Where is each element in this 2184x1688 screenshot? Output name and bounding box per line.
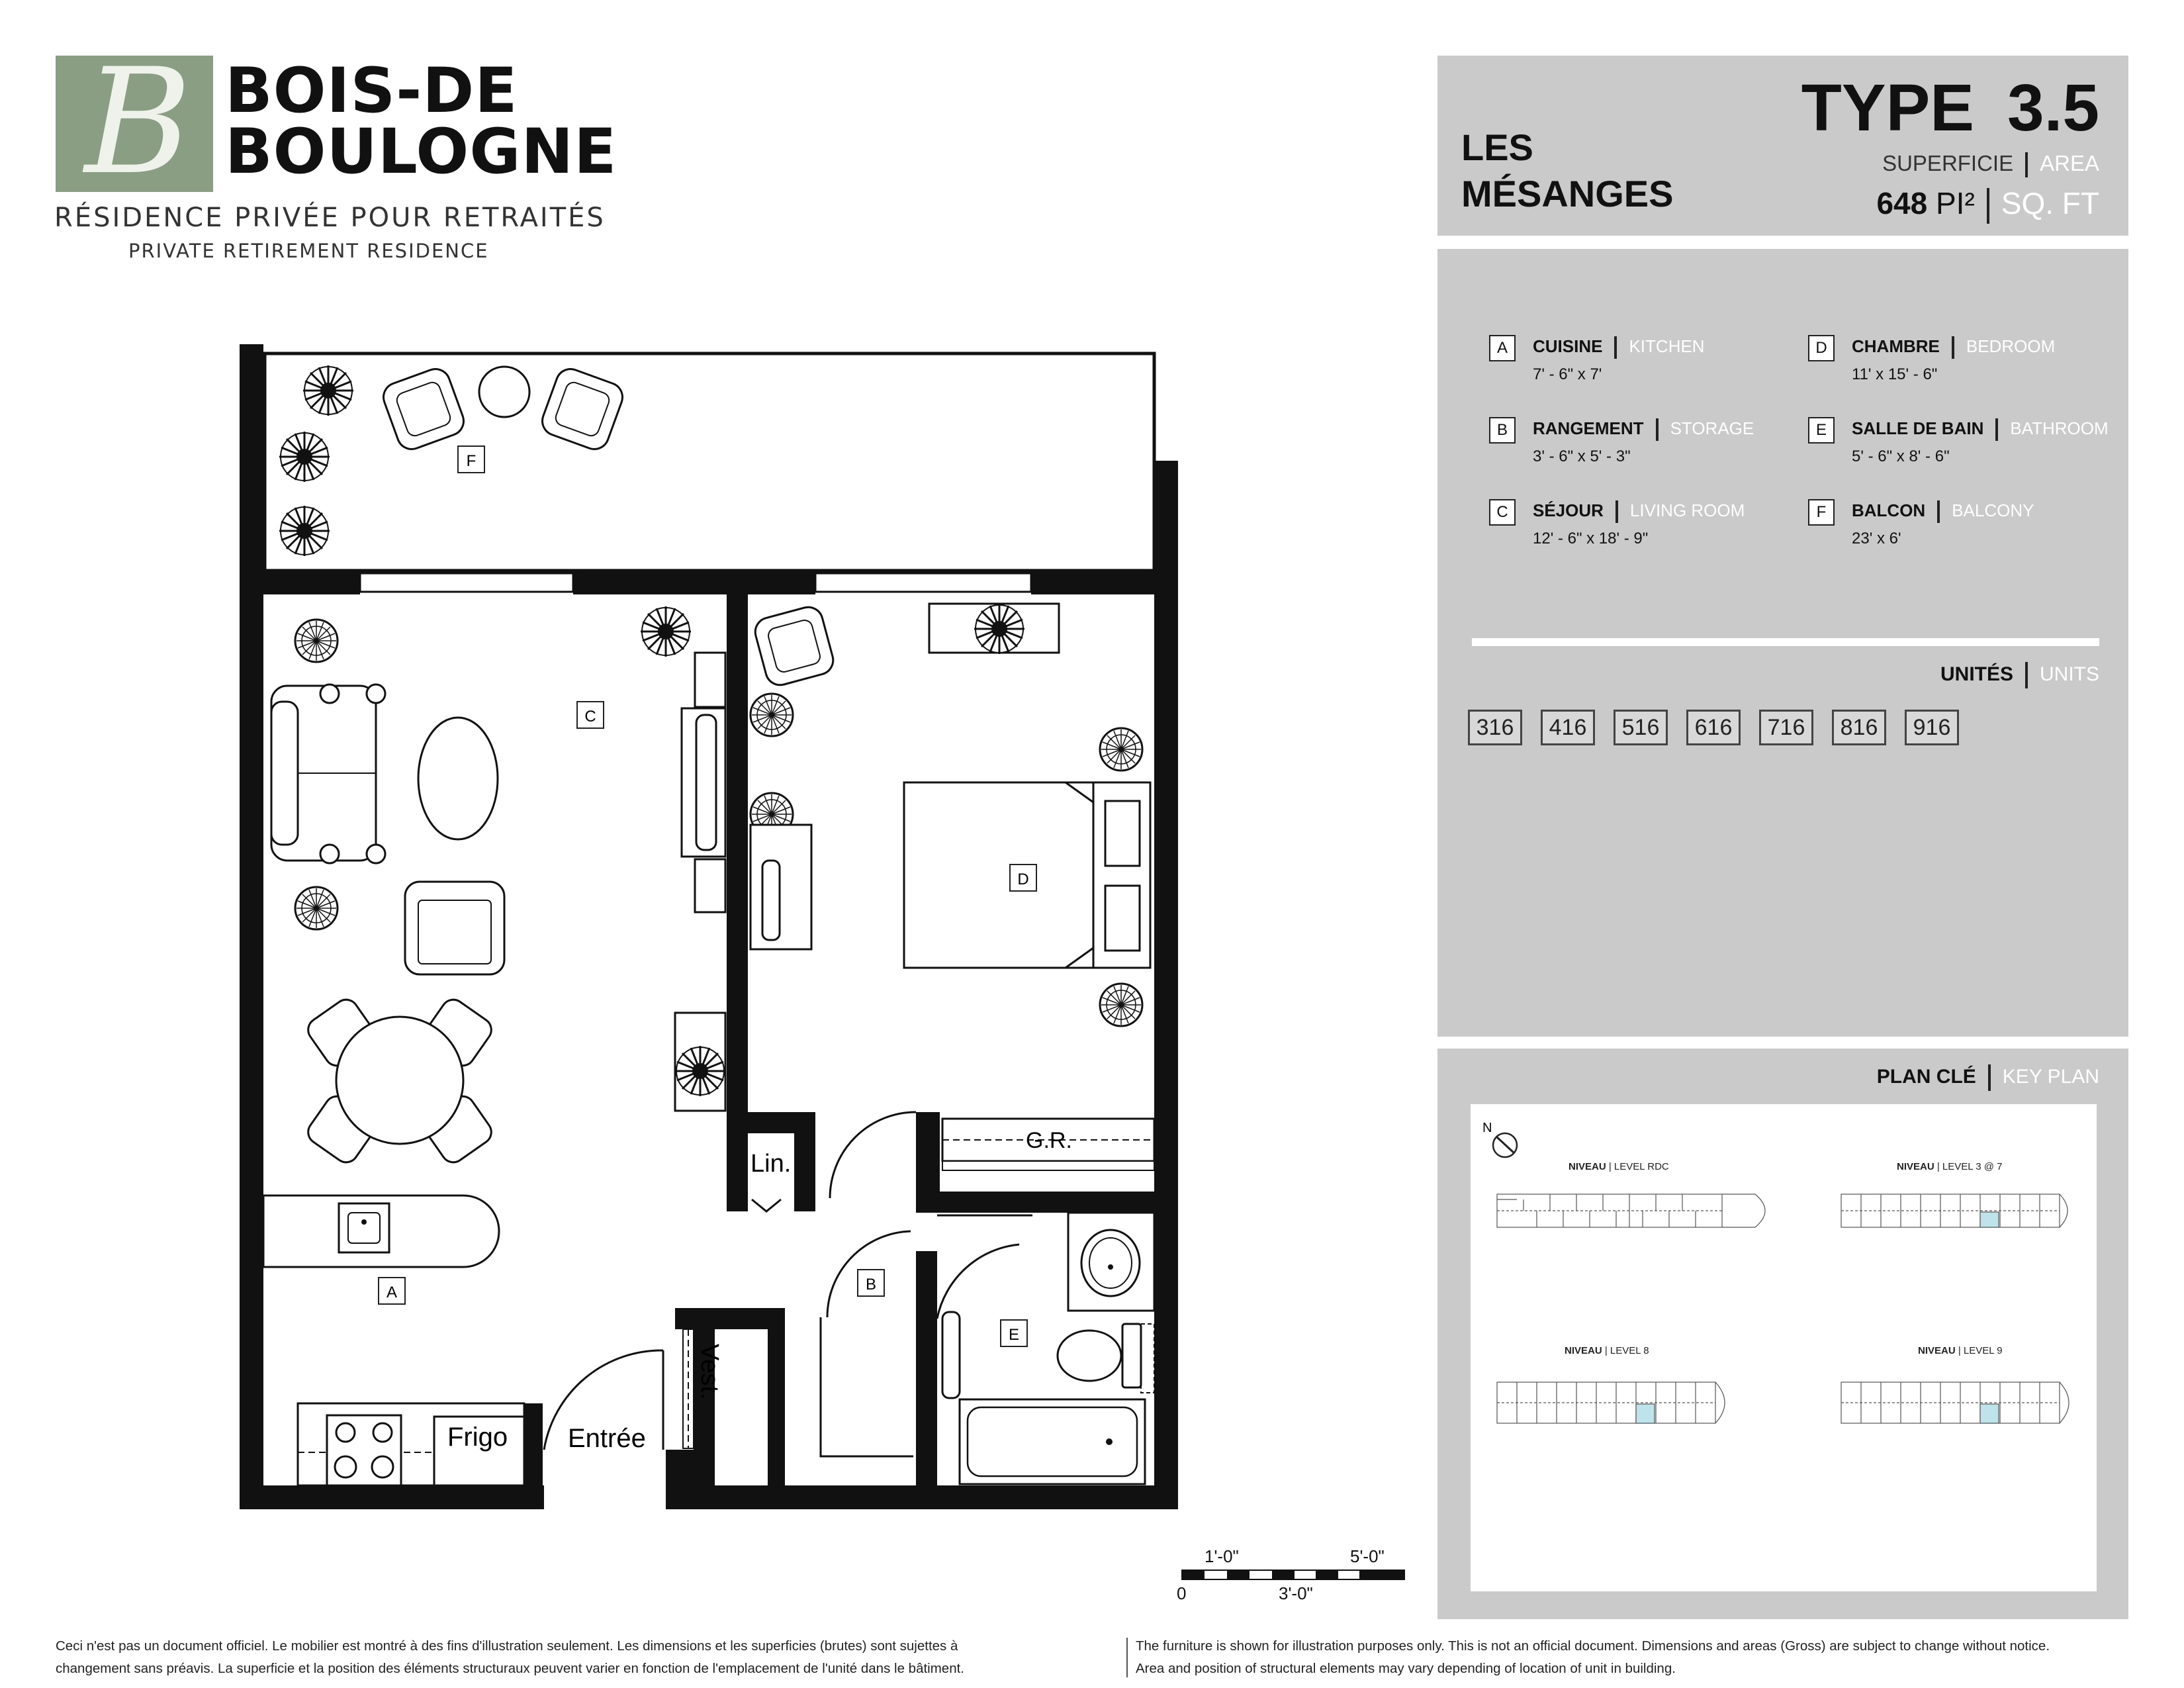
vestibule-label: Vest.: [696, 1344, 723, 1400]
room-code: B: [1489, 417, 1516, 444]
area-label: [1882, 151, 2099, 177]
room-tag: [379, 1278, 405, 1304]
room-name-en: LIVING ROOM: [1629, 500, 1745, 520]
room-tag: [577, 702, 604, 728]
coffee-table-icon: [418, 718, 498, 839]
room-name-en: BEDROOM: [1966, 336, 2056, 356]
divider: [1472, 638, 2099, 646]
room-tag: [858, 1270, 884, 1296]
desk-icon: [751, 825, 811, 949]
separator: [1995, 418, 1998, 441]
room-tag-a: A: [386, 1284, 398, 1301]
area-label-fr: SUPERFICIE: [1882, 151, 2014, 175]
level-label: NIVEAU | LEVEL 8: [1565, 1345, 1649, 1356]
type-panel: [1437, 56, 2128, 236]
scale-bar: [1182, 1570, 1404, 1579]
grab-bar: [942, 1312, 960, 1398]
separator: [1614, 336, 1617, 359]
brand-subtitle-fr: RÉSIDENCE PRIVÉE POUR RETRAITÉS: [54, 203, 606, 233]
room-name-fr: RANGEMENT: [1533, 418, 1644, 438]
unit-number: 316: [1468, 710, 1522, 745]
separator: [1988, 1064, 1991, 1091]
lamp-icon: [1100, 728, 1142, 771]
area-unit-fr: PI²: [1935, 186, 1975, 220]
level-8-plan: [1497, 1382, 1725, 1423]
unit-type: [1801, 70, 2099, 146]
armchair-icon: [538, 365, 626, 453]
keyplan-panel: [1437, 1049, 2128, 1619]
level-label-fr: NIVEAU: [1565, 1345, 1602, 1356]
separator: [1952, 336, 1954, 359]
complex-line2: MÉSANGES: [1461, 173, 1674, 214]
level-label: NIVEAU | LEVEL 3 @ 7: [1897, 1161, 2003, 1172]
plant-icon: [279, 432, 330, 482]
lamp-icon: [1100, 984, 1142, 1026]
disclaimer-fr: [56, 1635, 964, 1680]
room-dimensions: 23' x 6': [1852, 530, 1901, 547]
brand-subtitle-en: PRIVATE RETIREMENT RESIDENCE: [128, 240, 489, 262]
room-dimensions: 5' - 6" x 8' - 6": [1852, 447, 1950, 465]
level-label-fr: NIVEAU: [1918, 1345, 1956, 1356]
room-dimensions: 3' - 6" x 5' - 3": [1533, 447, 1631, 465]
plant-icon: [303, 365, 353, 416]
unit-number: 716: [1759, 710, 1813, 745]
complex-line1: LES: [1461, 126, 1533, 168]
room-dimensions: 11' x 15' - 6": [1852, 365, 1938, 383]
armchair-icon: [379, 365, 467, 453]
side-table-icon: [479, 367, 529, 417]
unit-highlight: [1636, 1404, 1655, 1423]
entry-label: Entrée: [568, 1424, 646, 1453]
room-name-en: STORAGE: [1670, 418, 1754, 438]
area-number: 648: [1876, 186, 1928, 220]
units-label-fr: UNITÉS: [1940, 663, 2013, 685]
separator: [1656, 418, 1659, 441]
stove-icon: [327, 1415, 401, 1485]
armchair-icon: [405, 882, 504, 974]
disclaimer-en-wrap: [1136, 1635, 2050, 1680]
level-label: NIVEAU | LEVEL RDC: [1569, 1161, 1669, 1172]
armchair-icon: [752, 604, 836, 688]
brand-name-line2: BOULOGNE: [225, 116, 617, 188]
separator: [1937, 500, 1940, 523]
room-tag: [1010, 865, 1036, 891]
room-dimensions: 7' - 6" x 7': [1533, 365, 1602, 383]
room-code: A: [1489, 335, 1516, 361]
kitchen-island-icon: [263, 1196, 499, 1267]
room-name-en: BATHROOM: [2010, 418, 2109, 438]
footer-divider: [1126, 1638, 1128, 1677]
level-label-en: LEVEL 8: [1610, 1345, 1649, 1356]
level-rdc-plan: [1497, 1194, 1765, 1227]
level-3-7-plan: [1841, 1194, 2068, 1227]
disclaimer-en-line1: The furniture is shown for illustration purposes only. This is not an official document. Dimensions and areas (Gross) are subject to change without notice.: [1136, 1638, 2050, 1654]
vestibule-closet: [683, 1329, 694, 1448]
keyplan-heading: [1877, 1064, 2099, 1091]
room-name-fr: CUISINE: [1533, 336, 1603, 356]
plant-icon: [279, 506, 330, 556]
room-name-fr: BALCON: [1852, 500, 1926, 520]
disclaimer-en-line2: Area and position of structural elements may vary depending of location of unit in building.: [1136, 1661, 1676, 1676]
room-code: D: [1808, 335, 1835, 361]
room-code: F: [1808, 499, 1835, 526]
dresser-icon: [929, 604, 1059, 654]
bathtub-icon: [960, 1399, 1145, 1484]
disclaimer-fr-line2: changement sans préavis. La superficie et la position des éléments structuraux peuvent varier en fonction de l'emplacement de l'unité dans le bâtiment.: [56, 1661, 964, 1676]
unit-number: 916: [1905, 710, 1959, 745]
room-tag: [1001, 1320, 1027, 1346]
gr-label: G.R.: [1026, 1128, 1072, 1153]
lamp-icon: [751, 694, 793, 736]
lamp-icon: [295, 620, 338, 662]
level-label-fr: NIVEAU: [1897, 1161, 1934, 1172]
level-9-plan: [1841, 1382, 2069, 1423]
complex-name: [1461, 124, 1674, 217]
units-label-en: UNITS: [2040, 663, 2099, 685]
keyplan-label-fr: PLAN CLÉ: [1876, 1065, 1976, 1088]
separator: [1987, 188, 1989, 224]
room-name-fr: SÉJOUR: [1533, 500, 1604, 520]
units-heading: [1940, 662, 2099, 688]
area-value: [1876, 185, 2099, 224]
area-label-en: AREA: [2040, 151, 2099, 175]
keyplan-box: [1471, 1104, 2097, 1591]
room-code: C: [1489, 499, 1516, 526]
disclaimer-fr-line1: Ceci n'est pas un document officiel. Le mobilier est montré à des fins d'illustration seulement. Les dimensions et les superficies (brutes) sont sujettes à: [56, 1638, 958, 1654]
scale-label-0: 0: [1177, 1583, 1187, 1603]
side-table-icon: [675, 1013, 725, 1111]
logo-letter: B: [85, 37, 192, 207]
level-label-en: LEVEL 3 @ 7: [1942, 1161, 2003, 1172]
separator: [2025, 662, 2028, 688]
lamp-icon: [295, 887, 338, 929]
level-label-en: LEVEL 9: [1963, 1345, 2003, 1356]
room-tag-b: B: [865, 1276, 877, 1293]
room-tag: [458, 446, 484, 473]
unit-number: 616: [1686, 710, 1741, 745]
north-label: N: [1482, 1121, 1492, 1135]
north-arrow-icon: [1493, 1133, 1517, 1157]
disclaimer-en: [1136, 1635, 2050, 1680]
area-unit-en: SQ. FT: [2001, 186, 2099, 220]
room-code: E: [1808, 417, 1835, 444]
room-tag-c: C: [584, 708, 596, 726]
toilet-icon: [1058, 1324, 1154, 1393]
room-name-fr: CHAMBRE: [1852, 336, 1940, 356]
room-tag-e: E: [1008, 1326, 1020, 1344]
tv-console-icon: [682, 653, 725, 912]
sofa-icon: [271, 684, 385, 863]
type-value: 3.5: [2007, 71, 2099, 145]
room-tag-f: F: [466, 452, 477, 470]
unit-number: 516: [1614, 710, 1668, 745]
room-tag-d: D: [1017, 870, 1029, 888]
scale-label-5ft: 5'-0": [1350, 1546, 1385, 1566]
plant-icon: [641, 606, 691, 657]
unit-number: 816: [1832, 710, 1886, 745]
unit-list: [1468, 710, 1959, 745]
unit-highlight: [1980, 1404, 1999, 1423]
unit-number: 416: [1541, 710, 1595, 745]
fridge-label: Frigo: [447, 1423, 508, 1452]
scale-label-3ft: 3'-0": [1279, 1583, 1313, 1603]
scale-label-1ft: 1'-0": [1205, 1546, 1239, 1566]
room-name-en: KITCHEN: [1629, 336, 1705, 356]
level-label: NIVEAU | LEVEL 9: [1918, 1345, 2003, 1356]
room-dimensions: 12' - 6" x 18' - 9": [1533, 530, 1649, 547]
dining-table-icon: [304, 995, 496, 1167]
level-label-fr: NIVEAU: [1569, 1161, 1606, 1172]
sink-icon: [1068, 1213, 1154, 1311]
bathroom-door: [937, 1215, 1032, 1319]
level-label-en: LEVEL RDC: [1614, 1161, 1669, 1172]
room-name-en: BALCONY: [1952, 500, 2034, 520]
linen-label: Lin.: [751, 1150, 792, 1178]
type-label: TYPE: [1801, 71, 1974, 145]
separator: [1615, 500, 1618, 523]
brand-name-line1: BOIS-DE: [225, 55, 518, 127]
room-name-fr: SALLE DE BAIN: [1852, 418, 1984, 438]
keyplan-label-en: KEY PLAN: [2002, 1065, 2099, 1088]
storage-door: [821, 1231, 913, 1456]
unit-highlight: [1980, 1212, 1999, 1227]
separator: [2025, 152, 2028, 177]
rooms-panel: [1437, 249, 2128, 1037]
